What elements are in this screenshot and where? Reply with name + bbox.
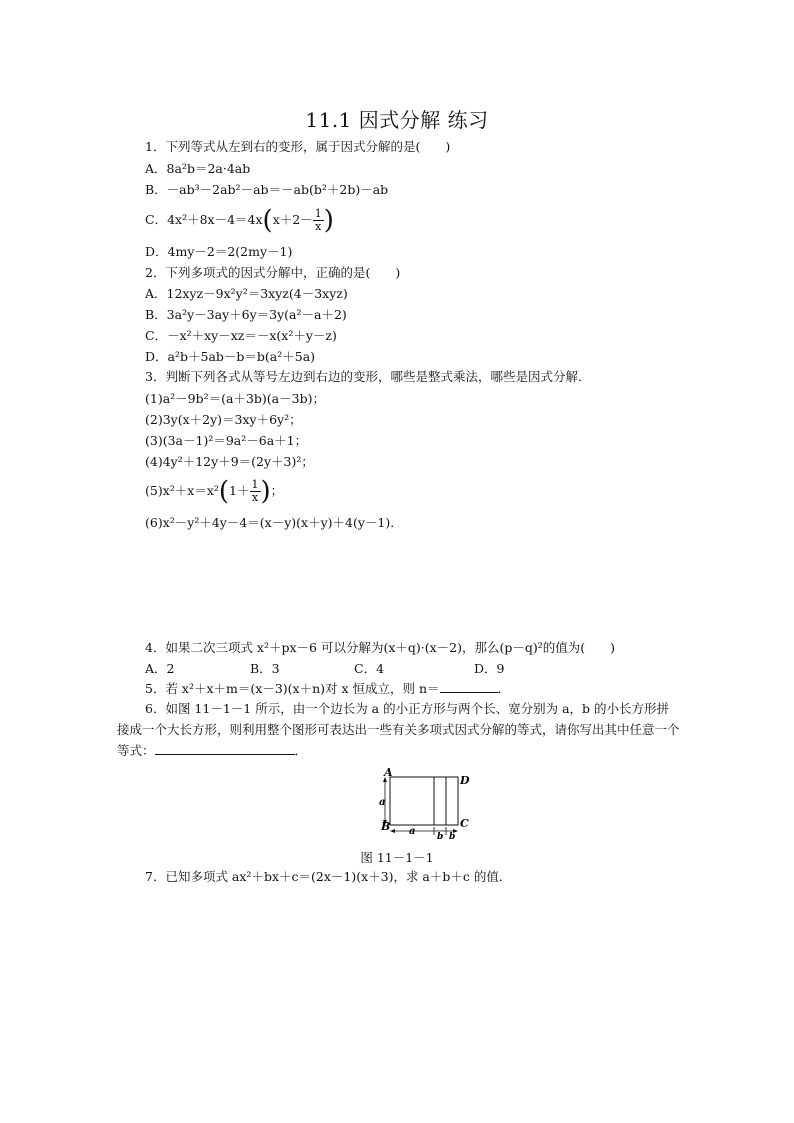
q2-option-c: C．－x²＋xy－xz＝－x(x²＋y－z) [145,328,337,343]
label-a-side: a [379,797,386,808]
q4-option-b: B．3 [250,661,280,676]
q2-option-d: D．a²b＋5ab－b＝b(a²＋5a) [145,349,316,364]
q4-option-d: D．9 [474,661,505,676]
label-C: C [460,817,469,830]
q1-option-c-fraction [313,208,324,233]
label-A: A [384,768,393,779]
q1-option-b: B．－ab³－2ab²－ab＝－ab(b²＋2b)－ab [145,182,389,197]
q2-stem: 2．下列多项式的因式分解中，正确的是( ) [145,265,401,280]
q7-text: 7．已知多项式 ax²＋bx＋c＝(2x－1)(x＋3)，求 a＋b＋c 的值． [145,869,512,884]
q3-stem: 3．判断下列各式从等号左边到右边的变形，哪些是整式乘法，哪些是因式分解． [145,369,591,384]
label-D: D [460,774,470,787]
q5-line [145,680,510,698]
q3-item-5-end: ； [270,483,284,498]
q2-option-b: B．3a²y－3ay＋6y＝3y(a²－a＋2) [145,307,347,322]
q4-stem: 4．如果二次三项式 x²＋px－6 可以分解为(x＋q)·(x－2)，那么(p－q)²的值为( ) [145,640,616,655]
page-title: 11.1 因式分解 练习 [305,108,489,132]
q6-paragraph [117,698,680,761]
big-rectangle [390,777,458,825]
q1-option-d: D．4my－2＝2(2my－1) [145,244,293,259]
q1-option-c: C．4x²＋8x－4＝4x(x＋2－ $\frac{1}{x}$ ) [145,205,334,236]
q3-item-1: (1)a²－9b²＝(a＋3b)(a－3b)； [145,391,325,406]
q4-option-c: C．4 [354,661,385,676]
q5-end: ． [497,681,511,696]
q6-text: 6．如图 11－1－1 所示，由一个边长为 a 的小正方形与两个长、宽分别为 a，b 的小长方形拼接成一个大长方形，则利用整个图形可表达出一些有关多项式因式分解的等式，请你写出其中任意一个等式： [117,701,680,758]
rectangle-diagram [372,768,482,840]
q3-item-4: (4)4y²＋12y＋9＝(2y＋3)²； [145,454,314,469]
q3-item-2: (2)3y(x＋2y)＝3xy＋6y²； [145,412,302,427]
q3-item-6: (6)x²－y²＋4y－4＝(x－y)(x＋y)＋4(y－1)． [145,515,403,530]
q1-stem: 1．下列等式从左到右的变形，属于因式分解的是( ) [145,139,451,154]
q3-item-5-left: (5)x²＋x＝x² [145,483,219,498]
q1-option-c-left: C．4x²＋8x－4＝4x [145,212,263,227]
figure-caption: 图 11－1－1 [360,850,434,865]
q1-option-c-numerator: 1 [314,207,322,220]
q3-item-5: (5)x²＋x＝x²(1＋ $\frac{1}{x}$ )； [145,476,284,507]
q3-item-5-denominator: x [251,491,259,504]
q3-item-5-numerator: 1 [251,478,259,491]
label-b-2: b [449,832,456,840]
q6-answer-blank[interactable] [155,742,295,755]
q3-item-5-fraction [250,479,261,504]
q5-text: 5．若 x²＋x＋m＝(x－3)(x＋n)对 x 恒成立，则 n＝ [145,681,440,696]
q5-answer-blank[interactable] [440,680,498,693]
label-b-1: b [437,832,444,840]
q3-item-5-inner: 1＋ [229,483,250,498]
q3-item-3: (3)(3a－1)²＝9a²－6a＋1； [145,433,308,448]
q4-option-a: A．2 [145,661,175,676]
figure-11-1-1 [372,768,482,840]
q2-option-a: A．12xyz－9x²y²＝3xyz(4－3xyz) [145,286,348,301]
label-B: B [381,820,391,833]
q1-option-a: A．8a²b＝2a·4ab [145,161,251,176]
arrow-left-icon [390,829,395,833]
q1-option-c-inner: x＋2－ [272,212,313,227]
q1-option-c-denominator: x [315,220,322,233]
q6-end: ． [294,743,308,758]
label-a-bottom: a [409,826,416,837]
